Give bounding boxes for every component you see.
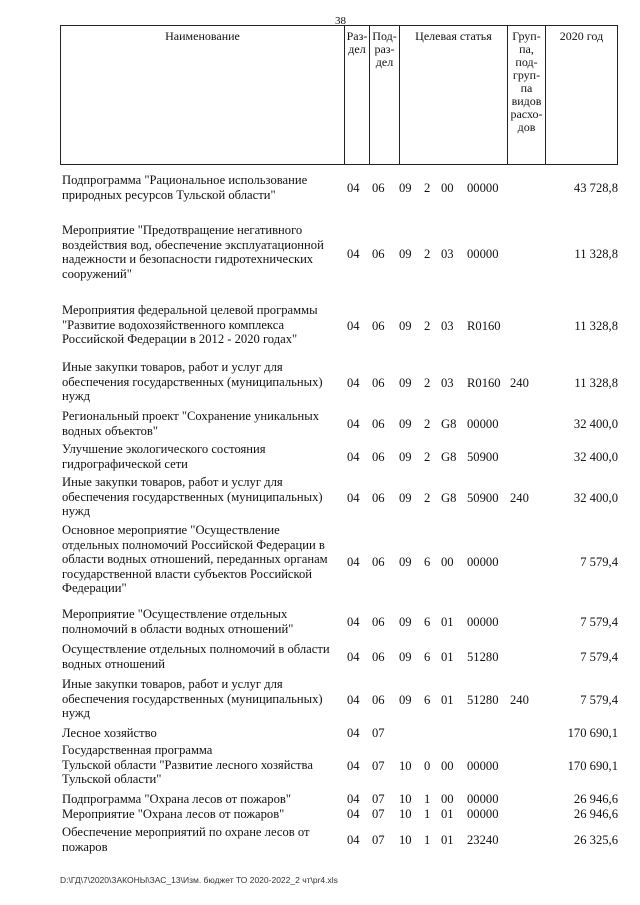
row-program: 09 <box>399 319 412 333</box>
row-expense-group: 240 <box>510 376 529 390</box>
row-amount: 7 579,4 <box>580 555 618 569</box>
row-name: Иные закупки товаров, работ и услуг для обеспечения государственных (муниципальных) нужд <box>62 677 323 720</box>
row-subprogram: 0 <box>424 759 431 773</box>
row-name: Мероприятие "Предотвращение негативного воздействия вод, обеспечение эксплуатационной надежности и безопасности гидротехнических сооружений" <box>62 223 324 281</box>
row-event: G8 <box>441 491 457 505</box>
row-subsection: 07 <box>372 759 385 773</box>
row-event: 01 <box>441 650 454 664</box>
row-subprogram: 6 <box>424 650 431 664</box>
row-program: 09 <box>399 376 412 390</box>
row-section: 04 <box>347 759 360 773</box>
row-event: 01 <box>441 807 454 821</box>
row-direction: 00000 <box>467 247 499 261</box>
row-subprogram: 6 <box>424 693 431 707</box>
row-amount: 26 325,6 <box>573 833 618 847</box>
row-section: 04 <box>347 650 360 664</box>
row-name: Региональный проект "Сохранение уникальных водных объектов" <box>62 409 320 438</box>
row-section: 04 <box>347 615 360 629</box>
row-event: 00 <box>441 792 454 806</box>
row-subsection: 06 <box>372 376 385 390</box>
row-event: 00 <box>441 181 454 195</box>
row-subsection: 06 <box>372 417 385 431</box>
row-section: 04 <box>347 693 360 707</box>
row-direction: 00000 <box>467 181 499 195</box>
row-amount: 32 400,0 <box>573 417 618 431</box>
page-number: 38 <box>335 15 346 27</box>
row-subsection: 07 <box>372 833 385 847</box>
row-event: 03 <box>441 319 454 333</box>
row-name: Мероприятие "Осуществление отдельных полномочий в области водных отношений" <box>62 607 294 636</box>
row-program: 10 <box>399 807 412 821</box>
row-program: 09 <box>399 555 412 569</box>
row-program: 09 <box>399 615 412 629</box>
row-event: 03 <box>441 376 454 390</box>
row-name: Осуществление отдельных полномочий в области водных отношений <box>62 642 330 671</box>
row-subsection: 06 <box>372 615 385 629</box>
row-name: Мероприятие "Охрана лесов от пожаров" <box>62 807 285 821</box>
row-program: 09 <box>399 693 412 707</box>
row-direction: 51280 <box>467 650 499 664</box>
file-path-footer: D:\ГД\7\2020\ЗАКОНЫ\ЗАС_13\Изм. бюджет ТО 2020-2022_2 чт\pr4.xls <box>60 875 338 885</box>
row-section: 04 <box>347 792 360 806</box>
row-event: 01 <box>441 693 454 707</box>
row-subprogram: 1 <box>424 833 431 847</box>
row-event: 03 <box>441 247 454 261</box>
row-expense-group: 240 <box>510 491 529 505</box>
row-subsection: 06 <box>372 693 385 707</box>
row-name: Обеспечение мероприятий по охране лесов от пожаров <box>62 825 310 854</box>
row-section: 04 <box>347 247 360 261</box>
row-subsection: 06 <box>372 650 385 664</box>
row-direction: 00000 <box>467 615 499 629</box>
row-event: 01 <box>441 833 454 847</box>
row-direction: 00000 <box>467 555 499 569</box>
row-section: 04 <box>347 319 360 333</box>
row-program: 10 <box>399 792 412 806</box>
row-amount: 32 400,0 <box>573 450 618 464</box>
row-subsection: 07 <box>372 807 385 821</box>
row-amount: 26 946,6 <box>573 807 618 821</box>
row-subprogram: 2 <box>424 181 431 195</box>
row-subsection: 07 <box>372 726 385 740</box>
row-subprogram: 2 <box>424 247 431 261</box>
row-section: 04 <box>347 726 360 740</box>
row-section: 04 <box>347 833 360 847</box>
row-section: 04 <box>347 450 360 464</box>
row-subsection: 06 <box>372 450 385 464</box>
row-direction: 00000 <box>467 807 499 821</box>
row-subprogram: 2 <box>424 417 431 431</box>
row-name: Иные закупки товаров, работ и услуг для обеспечения государственных (муниципальных) нужд <box>62 475 323 518</box>
row-name: Подпрограмма "Охрана лесов от пожаров" <box>62 792 291 806</box>
row-program: 09 <box>399 650 412 664</box>
header-name: Наименование <box>165 29 240 43</box>
row-section: 04 <box>347 181 360 195</box>
row-subprogram: 2 <box>424 376 431 390</box>
row-subprogram: 2 <box>424 319 431 333</box>
row-subsection: 06 <box>372 319 385 333</box>
header-section: Раз- дел <box>344 26 369 164</box>
header-target-article: Целевая статья <box>399 26 507 164</box>
row-direction: 00000 <box>467 759 499 773</box>
row-program: 09 <box>399 491 412 505</box>
row-amount: 11 328,8 <box>574 319 618 333</box>
row-amount: 11 328,8 <box>574 247 618 261</box>
row-direction: 00000 <box>467 417 499 431</box>
row-subsection: 06 <box>372 181 385 195</box>
row-name: Подпрограмма "Рациональное использование природных ресурсов Тульской области" <box>62 173 308 202</box>
row-amount: 170 690,1 <box>567 726 618 740</box>
table-header <box>60 25 618 165</box>
row-amount: 11 328,8 <box>574 376 618 390</box>
row-direction: 51280 <box>467 693 499 707</box>
row-subprogram: 1 <box>424 807 431 821</box>
row-name: Государственная программа Тульской области "Развитие лесного хозяйства Тульской области" <box>62 743 313 786</box>
row-subprogram: 2 <box>424 491 431 505</box>
row-event: G8 <box>441 450 457 464</box>
row-event: 00 <box>441 555 454 569</box>
row-subsection: 06 <box>372 491 385 505</box>
header-year: 2020 год <box>545 26 617 164</box>
row-amount: 7 579,4 <box>580 650 618 664</box>
row-direction: 50900 <box>467 450 499 464</box>
row-program: 10 <box>399 833 412 847</box>
row-section: 04 <box>347 555 360 569</box>
row-direction: 50900 <box>467 491 499 505</box>
header-subsection: Под- раз- дел <box>369 26 399 164</box>
row-event: 01 <box>441 615 454 629</box>
row-program: 09 <box>399 417 412 431</box>
row-amount: 26 946,6 <box>573 792 618 806</box>
header-expense-group: Груп- па, под- груп- па видов расхо- дов <box>507 26 545 164</box>
row-direction: R0160 <box>467 319 501 333</box>
row-program: 09 <box>399 450 412 464</box>
row-name: Лесное хозяйство <box>62 726 157 740</box>
row-section: 04 <box>347 417 360 431</box>
row-subsection: 06 <box>372 555 385 569</box>
row-subprogram: 6 <box>424 615 431 629</box>
row-amount: 43 728,8 <box>573 181 618 195</box>
row-section: 04 <box>347 807 360 821</box>
row-name: Иные закупки товаров, работ и услуг для обеспечения государственных (муниципальных) нужд <box>62 360 323 403</box>
row-event: 00 <box>441 759 454 773</box>
row-direction: 23240 <box>467 833 499 847</box>
row-program: 10 <box>399 759 412 773</box>
row-subsection: 06 <box>372 247 385 261</box>
row-section: 04 <box>347 376 360 390</box>
row-name: Основное мероприятие "Осуществление отдельных полномочий Российской Федерации в области водных отношений, переданных органам государственной власти субъектов Российской Федерации" <box>62 523 328 595</box>
row-event: G8 <box>441 417 457 431</box>
row-amount: 170 690,1 <box>567 759 618 773</box>
row-expense-group: 240 <box>510 693 529 707</box>
row-subprogram: 6 <box>424 555 431 569</box>
row-program: 09 <box>399 181 412 195</box>
row-direction: 00000 <box>467 792 499 806</box>
row-subprogram: 2 <box>424 450 431 464</box>
row-subsection: 07 <box>372 792 385 806</box>
row-name: Улучшение экологического состояния гидрографической сети <box>62 442 266 471</box>
row-program: 09 <box>399 247 412 261</box>
row-subprogram: 1 <box>424 792 431 806</box>
row-name: Мероприятия федеральной целевой программы "Развитие водохозяйственного комплекса Российской Федерации в 2012 - 2020 годах" <box>62 303 318 346</box>
row-amount: 7 579,4 <box>580 693 618 707</box>
row-amount: 32 400,0 <box>573 491 618 505</box>
row-amount: 7 579,4 <box>580 615 618 629</box>
row-direction: R0160 <box>467 376 501 390</box>
row-section: 04 <box>347 491 360 505</box>
